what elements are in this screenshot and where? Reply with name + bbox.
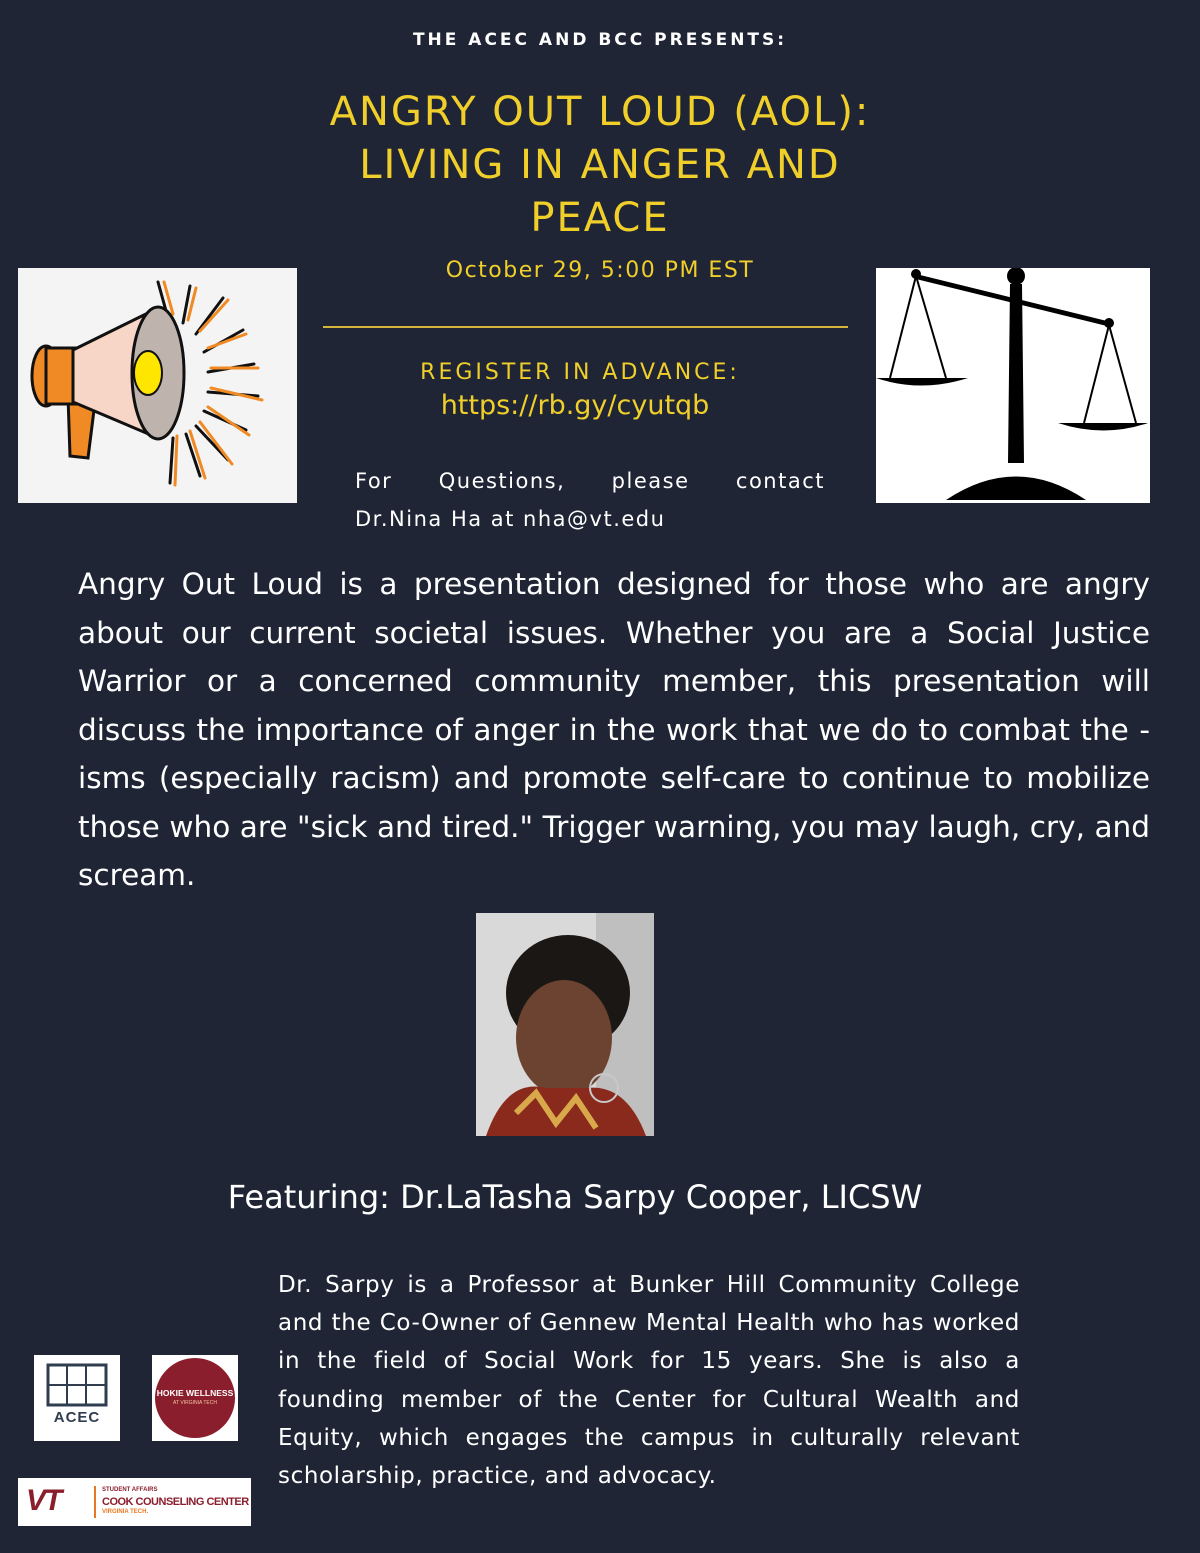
register-label: REGISTER IN ADVANCE:	[420, 360, 740, 385]
speaker-photo	[476, 913, 654, 1136]
event-description: Angry Out Loud is a presentation designed for those who are angry about our current societal issues. Whether you are a Social Justice Warrior or a concerned community member, this presentation will discuss the importance of anger in the work that we do to combat the -isms (especially racism) and promote self-care to continue to mobilize those who are "sick and tired." Trigger warning, you may laugh, cry, and scream.	[78, 567, 1150, 892]
scales-of-justice-icon	[876, 268, 1150, 503]
contact-line-2: Dr.Nina Ha at nha@vt.edu	[355, 507, 666, 531]
speaker-portrait-icon	[476, 913, 654, 1136]
divider-line	[323, 326, 848, 328]
presenter-line: THE ACEC AND BCC PRESENTS:	[412, 30, 788, 50]
hokie-wellness-text: HOKIE WELLNESS	[156, 1388, 234, 1398]
megaphone-image	[18, 268, 297, 503]
scales-image	[876, 268, 1150, 503]
megaphone-icon	[18, 268, 297, 503]
event-date: October 29, 5:00 PM EST	[445, 258, 755, 283]
vt-logo-mark: VT	[26, 1484, 61, 1517]
virginia-tech-text: VIRGINIA TECH.	[102, 1509, 149, 1515]
hokie-wellness-logo	[152, 1355, 238, 1441]
hokie-wellness-subtext: AT VIRGINIA TECH	[173, 1400, 217, 1406]
contact-info	[355, 462, 825, 538]
featuring-speaker: Featuring: Dr.LaTasha Sarpy Cooper, LICSW	[227, 1178, 923, 1216]
student-affairs-text: STUDENT AFFAIRS	[102, 1487, 158, 1493]
speaker-bio: Dr. Sarpy is a Professor at Bunker Hill Community College and the Co-Owner of Gennew Mental Health who has worked in the field of Social Work for 15 years. She is also a founding member of the Center for Cultural Wealth and Equity, which engages the campus in culturally relevant scholarship, practice, and advocacy.	[278, 1272, 1020, 1490]
acec-logo-icon	[34, 1355, 120, 1441]
counseling-center-text: COOK COUNSELING CENTER	[102, 1496, 249, 1508]
title-line-1: ANGRY OUT LOUD (AOL):	[329, 89, 871, 135]
title-line-2: LIVING IN ANGER AND	[359, 142, 841, 188]
title-line-3: PEACE	[530, 195, 670, 241]
acec-logo-text: ACEC	[53, 1409, 101, 1426]
contact-line-1: For Questions, please contact	[355, 469, 825, 493]
event-title	[150, 86, 1050, 245]
cook-counseling-logo	[18, 1478, 251, 1526]
acec-logo	[34, 1355, 120, 1441]
register-link[interactable]: https://rb.gy/cyutqb	[440, 390, 710, 421]
